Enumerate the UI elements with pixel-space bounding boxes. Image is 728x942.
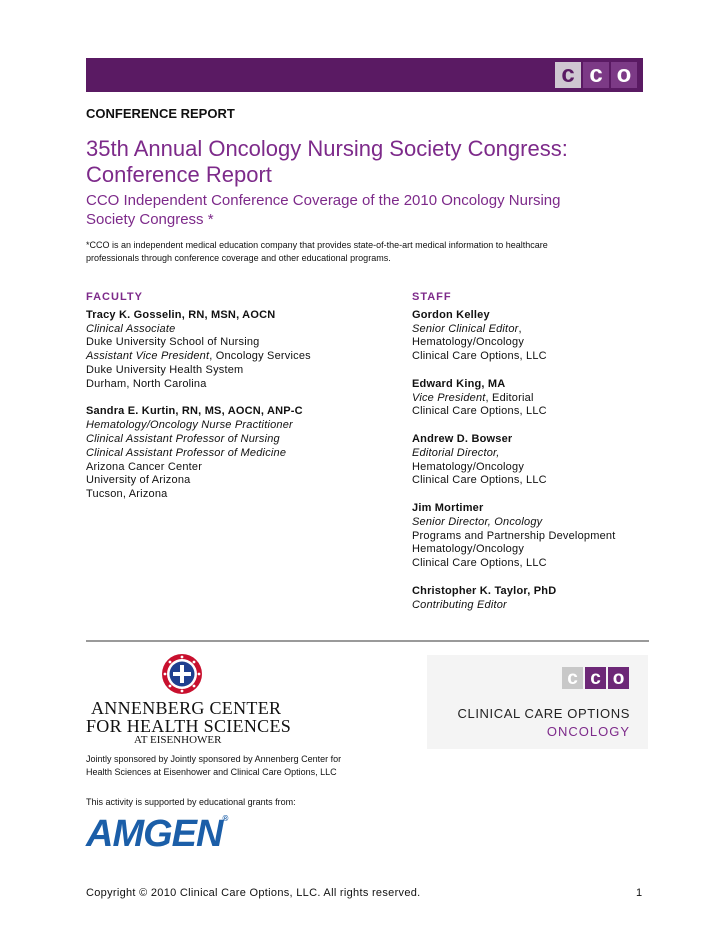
faculty-org: Duke University Health System — [86, 363, 244, 376]
cco-banner-logo — [549, 58, 643, 92]
faculty-role: Assistant Vice President — [86, 350, 210, 363]
sponsor-statement — [86, 753, 406, 779]
faculty-role: Clinical Assistant Professor of Medicine — [86, 446, 287, 459]
amgen-wordmark: AMGEN — [86, 813, 223, 855]
staff-role: Editorial Director, — [412, 446, 500, 459]
page-title — [86, 136, 646, 188]
banner-logo-letter-3: o — [611, 62, 637, 88]
disclaimer — [86, 239, 646, 265]
staff-dept: Hematology/Oncology — [412, 336, 525, 349]
subtitle-line-1: CCO Independent Conference Coverage of the 2010 Oncology Nursing — [86, 192, 561, 209]
page-number: 1 — [636, 887, 643, 899]
faculty-heading: FACULTY — [86, 291, 143, 303]
faculty-role: Clinical Associate — [86, 322, 176, 335]
staff-name: Gordon Kelley — [412, 308, 490, 321]
faculty-name: Sandra E. Kurtin, RN, MS, AOCN, ANP-C — [86, 405, 303, 418]
cco-logo-letter-1: c — [562, 667, 583, 689]
annenberg-name-line-1: ANNENBERG CENTER — [91, 698, 282, 718]
staff-role: Senior Director, Oncology — [412, 515, 543, 528]
faculty-org: Duke University School of Nursing — [86, 336, 260, 349]
annenberg-emblem-icon — [161, 653, 203, 695]
cco-oncology-logo — [427, 655, 648, 749]
faculty-org: Arizona Cancer Center — [86, 460, 203, 473]
cco-logo-letter-3: o — [608, 667, 629, 689]
staff-role-line — [412, 323, 648, 337]
staff-role-rest: , — [518, 322, 522, 335]
sponsor-line-2: Health Sciences at Eisenhower and Clinical Care Options, LLC — [86, 767, 337, 777]
faculty-role: Hematology/Oncology Nurse Practitioner — [86, 419, 293, 432]
faculty-location: Durham, North Carolina — [86, 377, 207, 390]
staff-org: Clinical Care Options, LLC — [412, 350, 547, 363]
subtitle-line-2: Society Congress * — [86, 211, 214, 228]
faculty-name: Tracy K. Gosselin, RN, MSN, AOCN — [86, 308, 276, 321]
grants-statement: This activity is supported by educational grants from: — [86, 797, 296, 807]
staff-role-rest: , Editorial — [485, 391, 534, 404]
amgen-logo: AMGEN® — [86, 813, 228, 855]
header-banner — [86, 58, 643, 92]
disclaimer-line-2: professionals through conference coverage and other educational programs. — [86, 253, 391, 263]
staff-role: Contributing Editor — [412, 598, 507, 611]
staff-org: Clinical Care Options, LLC — [412, 405, 547, 418]
sponsor-line-1: Jointly sponsored by Jointly sponsored by Annenberg Center for — [86, 754, 342, 764]
staff-name: Edward King, MA — [412, 377, 506, 390]
staff-heading: STAFF — [412, 291, 452, 303]
faculty-role-line — [86, 350, 406, 364]
staff-role-line — [412, 392, 648, 406]
faculty-org: University of Arizona — [86, 474, 191, 487]
banner-logo-letter-1: c — [555, 62, 581, 88]
staff-org: Clinical Care Options, LLC — [412, 557, 547, 570]
faculty-location: Tucson, Arizona — [86, 488, 168, 501]
staff-role: Senior Clinical Editor — [412, 322, 519, 335]
report-type-label: CONFERENCE REPORT — [86, 106, 235, 121]
staff-section — [412, 291, 648, 612]
staff-dept: Programs and Partnership Development — [412, 529, 616, 542]
cco-logo-mark — [562, 667, 629, 689]
faculty-role: Clinical Assistant Professor of Nursing — [86, 432, 280, 445]
staff-dept: Hematology/Oncology — [412, 543, 525, 556]
disclaimer-line-1: *CCO is an independent medical education company that provides state-of-the-art medical information to healthcare — [86, 240, 548, 250]
staff-org: Clinical Care Options, LLC — [412, 474, 547, 487]
annenberg-name-line-2: FOR HEALTH SCIENCES — [86, 716, 292, 736]
cco-logo-name: CLINICAL CARE OPTIONS — [457, 706, 630, 721]
annenberg-logo — [86, 653, 292, 748]
faculty-role-rest: , Oncology Services — [209, 350, 311, 363]
cco-logo-letter-2: c — [585, 667, 606, 689]
cco-logo-subtitle: ONCOLOGY — [546, 724, 630, 739]
staff-role: Vice President — [412, 391, 486, 404]
title-line-1: 35th Annual Oncology Nursing Society Congress: — [86, 136, 568, 161]
staff-name: Christopher K. Taylor, PhD — [412, 584, 557, 597]
page-subtitle — [86, 191, 646, 229]
faculty-section — [86, 291, 406, 502]
staff-name: Jim Mortimer — [412, 501, 484, 514]
title-line-2: Conference Report — [86, 162, 272, 187]
staff-dept: Hematology/Oncology — [412, 460, 525, 473]
staff-name: Andrew D. Bowser — [412, 432, 513, 445]
annenberg-name-line-3: AT EISENHOWER — [134, 734, 222, 746]
section-divider — [86, 640, 649, 642]
banner-logo-letter-2: c — [583, 62, 609, 88]
copyright-notice: Copyright © 2010 Clinical Care Options, LLC. All rights reserved. — [86, 887, 421, 899]
